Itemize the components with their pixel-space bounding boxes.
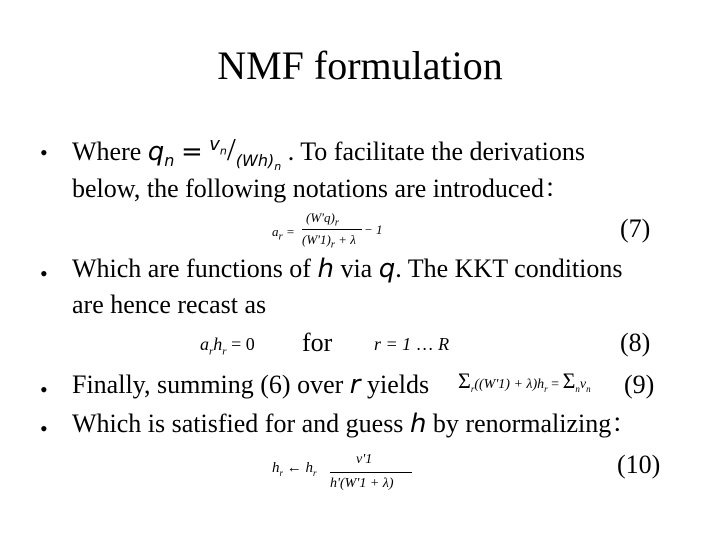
eq7-lhs: $a_r$ = [272,224,295,243]
bullet-2-line-1 [72,254,622,284]
bullet-3-text-post: yields [360,370,430,399]
eq10-numerator: v'1 [356,452,373,467]
bullet-2-line-2: are hence recast as [72,290,267,319]
eq7-minus-one: − 1 [364,222,383,237]
bullet-4-line-1 [72,409,637,439]
equals-symbol: = [180,137,203,167]
slash-symbol: / [226,131,236,167]
equation-number-7: (7) [620,214,651,243]
eq10-denominator: h'(W'1 + λ) [330,476,394,491]
equation-number-9: (9) [624,370,655,399]
bullet-4-text-post: by renormalizing： [426,409,638,438]
eq8-expression: $a_rh_r = 0$ [200,334,255,358]
h-symbol: h [317,254,334,284]
bullet-1-line-1 [72,131,586,177]
slide-title: NMF formulation [217,43,503,88]
bullet-3-text-pre: Finally, summing (6) over [72,370,350,399]
eq9-expression: $\Sigma_r((W'1) + \lambda)h_r = \Sigma_nv_n$ [458,368,591,394]
h-symbol: h [409,409,427,439]
equation-number-8: (8) [620,328,651,357]
bullet-1-text-pre: Where [72,137,148,166]
bullet-marker: • [40,377,48,402]
equation-number-10: (10) [617,450,661,479]
bullet-marker: • [40,261,48,286]
wh-symbol: (Wh)n [235,151,282,174]
eq8-range: r = 1 … R [374,334,450,354]
eq8-for-label: for [302,328,333,357]
bullet-1-line-2: below, the following notations are introduced： [72,174,570,203]
bullet-2-text-post: . The KKT conditions [395,254,623,283]
bullet-2-text-mid: via [333,254,379,283]
eq7-fraction-bar [302,229,362,230]
bullet-2-text-pre: Which are functions of [72,254,318,283]
bullet-3-line-1 [72,370,429,400]
eq10-fraction-bar [330,472,412,473]
q-symbol: q [378,254,396,284]
eq7-denominator: $(W'1)_r + \lambda$ [302,232,356,251]
bullet-4-text-pre: Which is satisfied for and guess [72,409,410,438]
bullet-marker: • [40,416,48,441]
bullet-1-text-post: . To facilitate the derivations [287,137,586,166]
q-n-symbol: $q_n$ [147,137,175,171]
bullet-marker: • [40,140,48,165]
eq10-lhs: $h_r$ ← $h_r$ [272,460,317,478]
r-symbol: r [349,370,361,400]
eq7-numerator: $(W'q)_r$ [306,210,339,229]
v-n-symbol: vn [209,134,227,158]
